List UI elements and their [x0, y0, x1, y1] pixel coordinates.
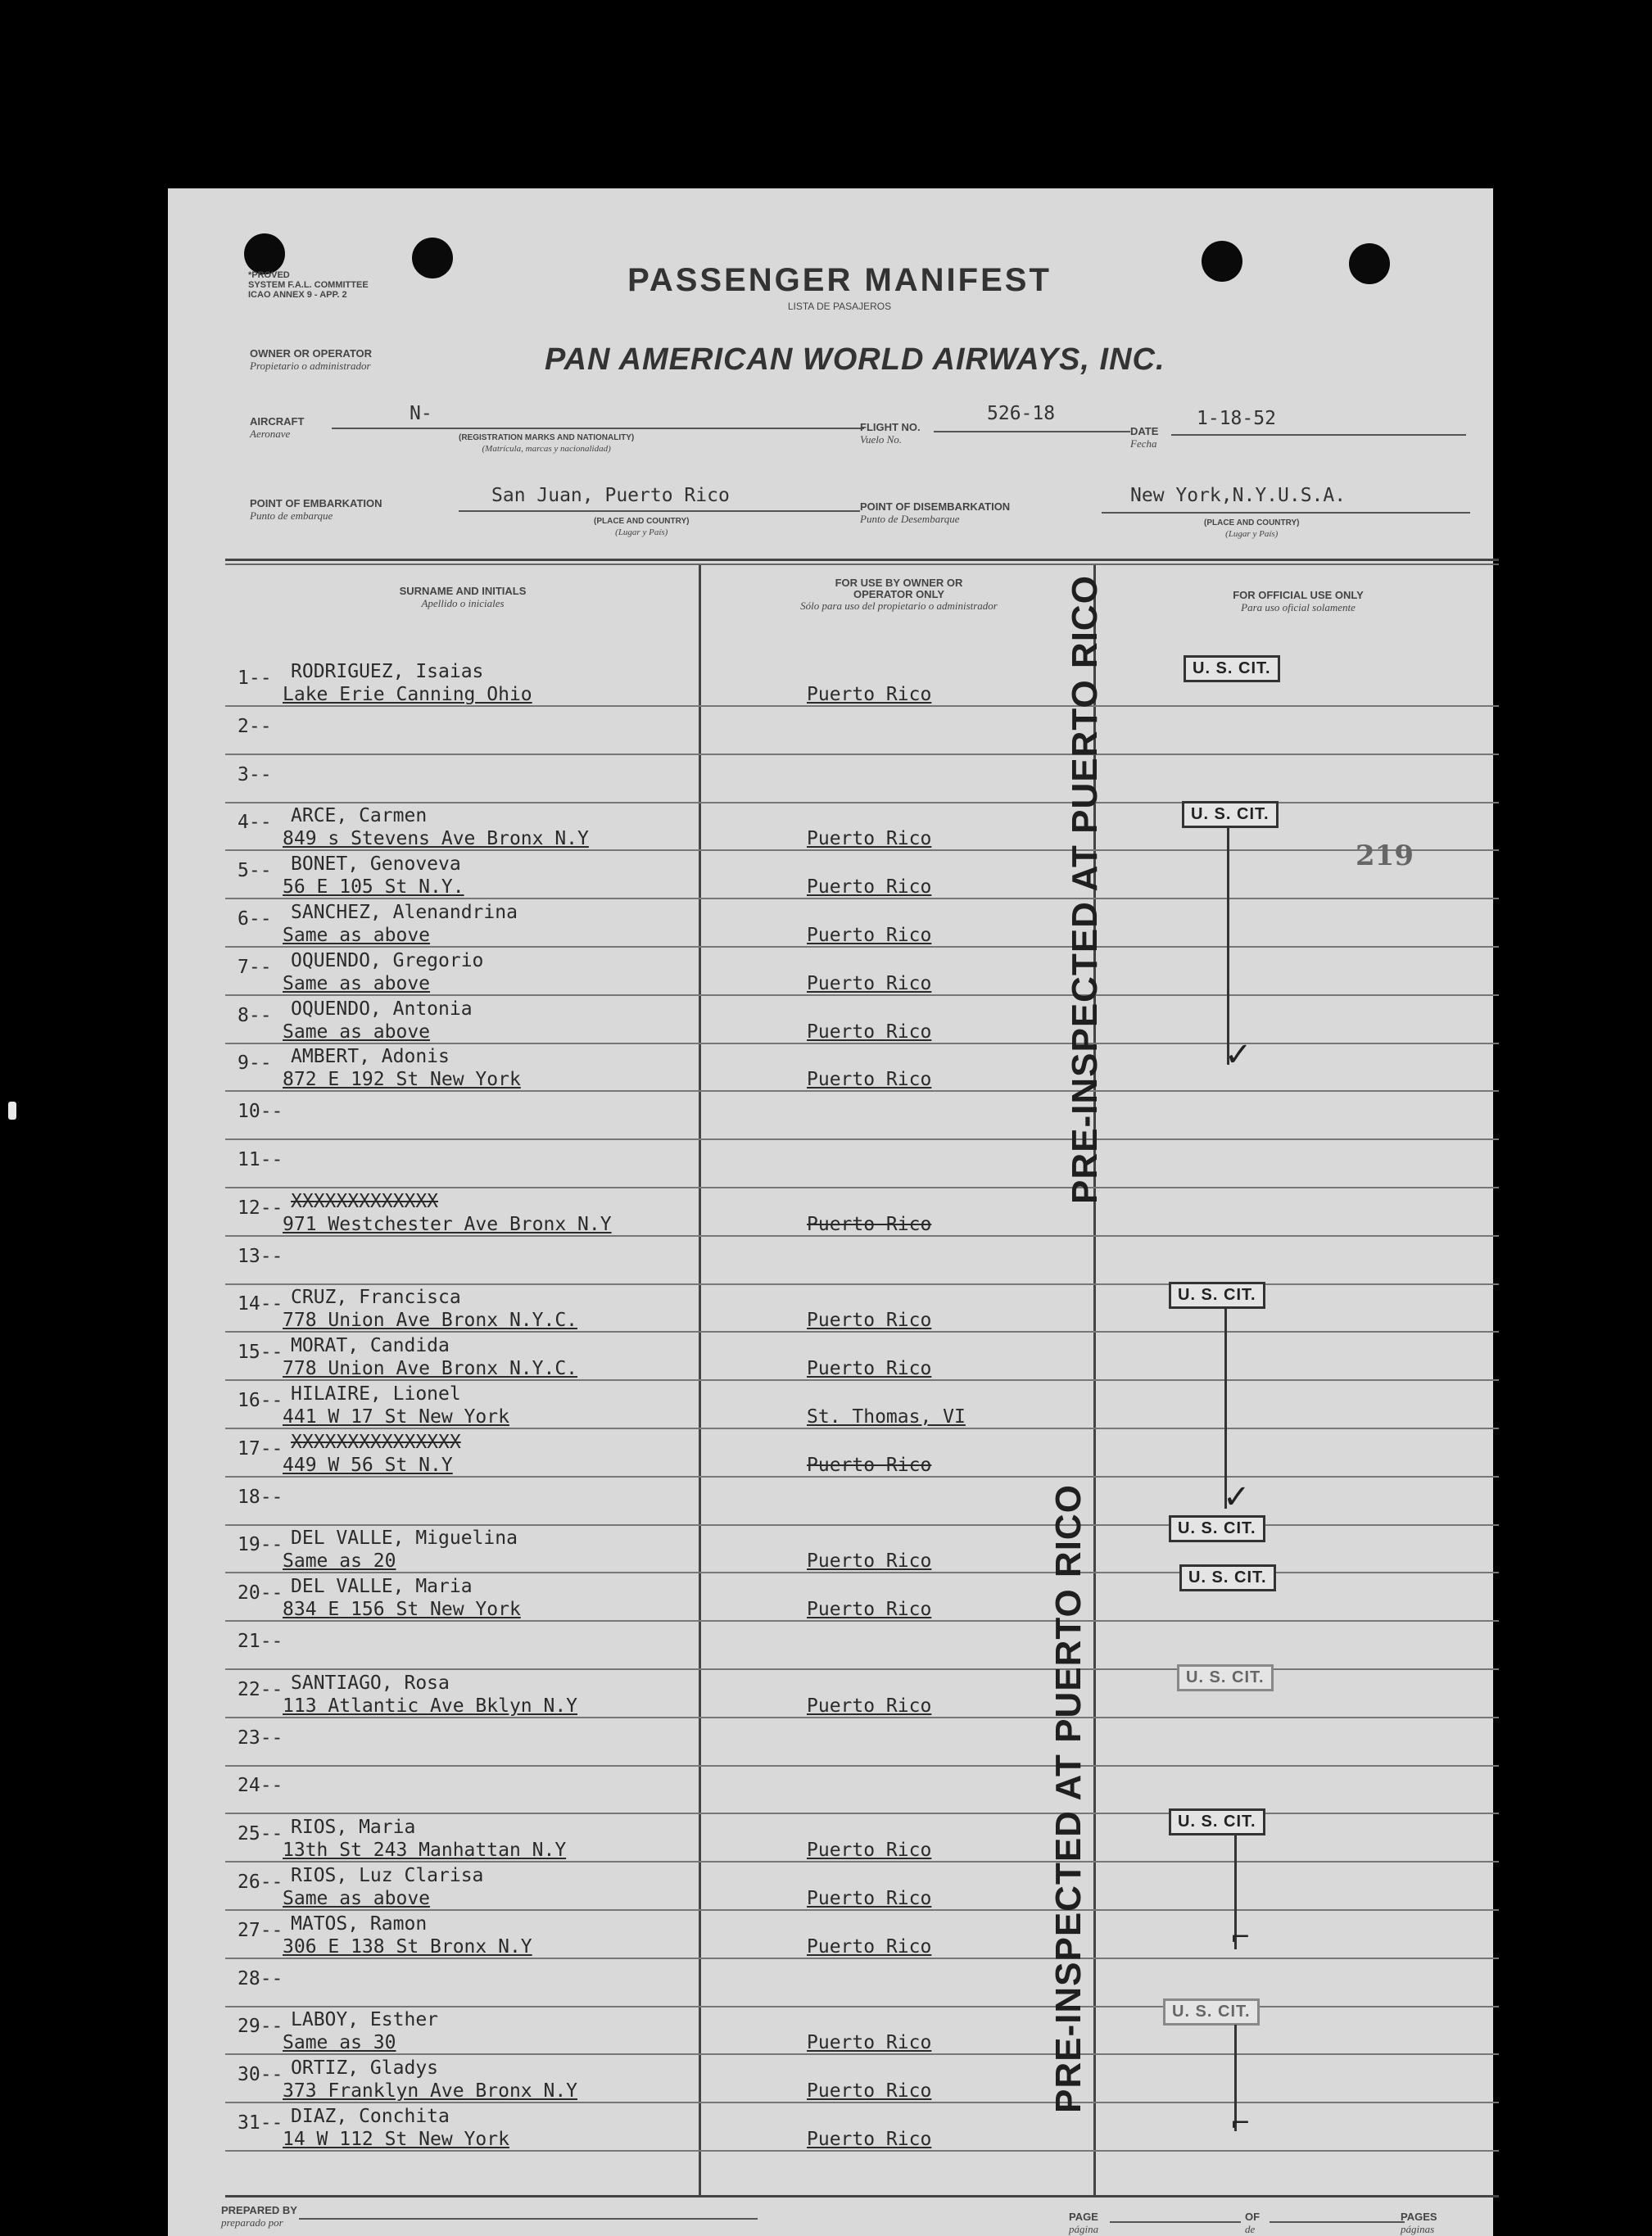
row-number: 11--: [238, 1149, 283, 1170]
row-rule: [225, 849, 1499, 851]
row-number: 26--: [238, 1872, 283, 1893]
row-rule: [225, 1283, 1499, 1285]
of-label-es: de: [1245, 2223, 1256, 2235]
row-rule: [225, 802, 1499, 803]
passenger-address: 778 Union Ave Bronx N.Y.C.: [283, 1310, 578, 1332]
owner-label-es: Propietario o administrador: [250, 360, 371, 372]
row-rule: [225, 1187, 1499, 1188]
owner-label: OWNER OR OPERATOR: [250, 347, 373, 360]
us-cit-stamp: U. S. CIT.: [1179, 1564, 1276, 1591]
row-rule: [225, 1043, 1499, 1044]
passenger-address: 834 E 156 St New York: [283, 1599, 521, 1621]
row-number: 4--: [238, 812, 272, 834]
approved-line: SYSTEM F.A.L. COMMITTEE: [248, 280, 369, 290]
row-number: 5--: [238, 860, 272, 882]
aircraft-label: AIRCRAFT: [250, 415, 305, 428]
passenger-name: SANTIAGO, Rosa: [291, 1672, 450, 1694]
page-label-block: [1069, 2211, 1098, 2236]
row-number: 12--: [238, 1197, 283, 1219]
row-rule: [225, 1717, 1499, 1718]
flight-label-block: [860, 422, 921, 446]
prepared-label: PREPARED BY: [221, 2204, 297, 2216]
date-label-block: [1130, 426, 1158, 450]
row-rule: [225, 1090, 1499, 1092]
row-rule: [225, 2150, 1499, 2152]
passenger-origin: Puerto Rico: [807, 828, 932, 850]
row-number: 6--: [238, 908, 272, 930]
row-rule: [225, 898, 1499, 899]
aircraft-label-block: [250, 416, 304, 441]
passenger-name: DEL VALLE, Miguelina: [291, 1528, 518, 1550]
row-number: 31--: [238, 2112, 283, 2134]
passenger-origin: Puerto Rico: [807, 1358, 932, 1380]
row-number: 19--: [238, 1534, 283, 1556]
passenger-origin: Puerto Rico: [807, 684, 932, 705]
passenger-origin: Puerto Rico: [807, 2080, 932, 2102]
passenger-name: AMBERT, Adonis: [291, 1046, 450, 1068]
passenger-origin: Puerto Rico: [807, 876, 932, 898]
row-rule: [225, 1572, 1499, 1573]
embark-label: POINT OF EMBARKATION: [250, 497, 382, 509]
row-number: 21--: [238, 1631, 283, 1652]
punch-hole: [1202, 241, 1242, 282]
row-number: 24--: [238, 1775, 283, 1797]
row-rule: [225, 1620, 1499, 1622]
col-header-surname: SURNAME AND INITIALS Apellido o iniciales: [399, 585, 527, 609]
row-rule: [225, 1958, 1499, 1959]
row-number: 1--: [238, 668, 272, 689]
passenger-address: 849 s Stevens Ave Bronx N.Y: [283, 828, 589, 850]
passenger-name: CRUZ, Francisca: [291, 1287, 461, 1309]
bracket-line: [1227, 827, 1229, 1065]
passenger-origin: Puerto Rico: [807, 1069, 932, 1091]
row-rule: [225, 1909, 1499, 1911]
passenger-name: XXXXXXXXXXXXXXX: [291, 1431, 461, 1453]
prepared-label-es: preparado por: [221, 2216, 283, 2229]
flight-value: 526-18: [987, 403, 1056, 424]
embark-place-note: (PLACE AND COUNTRY) (Lugar y País): [594, 517, 690, 537]
row-number: 13--: [238, 1245, 283, 1267]
owner-label-block: [250, 348, 372, 373]
passenger-address: 306 E 138 St Bronx N.Y: [283, 1935, 532, 1958]
passenger-name: OQUENDO, Gregorio: [291, 949, 484, 971]
us-cit-stamp: U. S. CIT.: [1163, 1998, 1260, 2026]
row-number: 8--: [238, 1004, 272, 1026]
passenger-origin: Puerto Rico: [807, 1888, 932, 1909]
flight-label-es: Vuelo No.: [860, 433, 903, 446]
embark-label-es: Punto de embarque: [250, 509, 333, 522]
passenger-origin: Puerto Rico: [807, 1021, 932, 1043]
approved-block: [248, 270, 369, 300]
passenger-name: LABOY, Esther: [291, 2009, 439, 2031]
disembark-place-note: (PLACE AND COUNTRY) (Lugar y País): [1204, 518, 1300, 539]
passenger-address: 872 E 192 St New York: [283, 1069, 521, 1091]
pages-label-es: páginas: [1401, 2223, 1435, 2235]
passenger-name: ORTIZ, Gladys: [291, 2057, 439, 2080]
embark-value: San Juan, Puerto Rico: [491, 485, 730, 506]
passenger-name: RIOS, Maria: [291, 1817, 416, 1839]
passenger-name: MATOS, Ramon: [291, 1912, 428, 1935]
row-number: 9--: [238, 1052, 272, 1075]
row-rule: [225, 1524, 1499, 1526]
us-cit-stamp: U. S. CIT.: [1177, 1664, 1274, 1691]
row-number: 2--: [238, 715, 272, 737]
disembark-value: New York,N.Y.U.S.A.: [1130, 485, 1346, 506]
passenger-name: DEL VALLE, Maria: [291, 1576, 473, 1598]
row-rule: [225, 2053, 1499, 2055]
passenger-origin: Puerto Rico: [807, 1599, 932, 1621]
row-rule: [225, 994, 1499, 996]
row-number: 20--: [238, 1582, 283, 1605]
passenger-origin: Puerto Rico: [807, 1213, 932, 1235]
passenger-address: 373 Franklyn Ave Bronx N.Y: [283, 2080, 578, 2102]
passenger-address: 778 Union Ave Bronx N.Y.C.: [283, 1358, 578, 1380]
row-rule: [225, 1379, 1499, 1381]
passenger-name: SANCHEZ, Alenandrina: [291, 902, 518, 923]
date-label: DATE: [1130, 425, 1159, 437]
flight-label: FLIGHT NO.: [860, 421, 921, 433]
passenger-address: 14 W 112 St New York: [283, 2129, 509, 2150]
col-header-official: FOR OFFICIAL USE ONLY Para uso oficial solamente: [1233, 589, 1364, 613]
page-number-stamp: 219: [1356, 840, 1414, 872]
row-rule: [225, 1765, 1499, 1767]
passenger-origin: Puerto Rico: [807, 925, 932, 946]
row-number: 10--: [238, 1101, 283, 1123]
punch-hole: [1349, 243, 1390, 284]
of-label-block: [1245, 2211, 1260, 2236]
row-rule: [225, 1813, 1499, 1814]
row-rule: [225, 946, 1499, 948]
us-cit-stamp: U. S. CIT.: [1182, 801, 1279, 828]
passenger-origin: Puerto Rico: [807, 1840, 932, 1862]
passenger-address: Same as 30: [283, 2032, 396, 2054]
page-label: PAGE: [1069, 2211, 1098, 2223]
passenger-name: BONET, Genoveva: [291, 853, 461, 876]
row-number: 22--: [238, 1678, 283, 1700]
passenger-address: Same as above: [283, 972, 431, 994]
passenger-address: 441 W 17 St New York: [283, 1406, 509, 1428]
row-rule: [225, 1235, 1499, 1237]
check-mark: ✓: [1223, 1478, 1251, 1516]
passenger-name: XXXXXXXXXXXXX: [291, 1190, 439, 1212]
passenger-origin: Puerto Rico: [807, 1550, 932, 1573]
row-number: 29--: [238, 2016, 283, 2038]
row-rule: [225, 2102, 1499, 2103]
passenger-address: Same as above: [283, 925, 431, 946]
date-label-es: Fecha: [1130, 437, 1157, 450]
aircraft-value: N-: [410, 403, 432, 424]
passenger-origin: Puerto Rico: [807, 972, 932, 994]
row-number: 15--: [238, 1342, 283, 1364]
passenger-address: Lake Erie Canning Ohio: [283, 684, 532, 705]
passenger-address: 113 Atlantic Ave Bklyn N.Y: [283, 1695, 578, 1717]
manifest-sheet: [168, 188, 1493, 2236]
punch-hole: [244, 233, 285, 274]
disembark-label-es: Punto de Desembarque: [860, 513, 960, 525]
registration-note: (REGISTRATION MARKS AND NATIONALITY) (Matrícula, marcas y nacionalidad): [459, 433, 635, 454]
approved-line: *PROVED: [248, 270, 290, 280]
passenger-name: ARCE, Carmen: [291, 805, 428, 827]
us-cit-stamp: U. S. CIT.: [1169, 1282, 1265, 1309]
row-number: 16--: [238, 1390, 283, 1411]
check-mark: ⌐: [1230, 1923, 1251, 1952]
row-rule: [225, 1861, 1499, 1863]
row-rule: [225, 1428, 1499, 1429]
row-number: 28--: [238, 1967, 283, 1989]
pages-label-block: [1401, 2211, 1437, 2236]
us-cit-stamp: U. S. CIT.: [1184, 655, 1280, 682]
row-number: 25--: [238, 1823, 283, 1845]
passenger-name: OQUENDO, Antonia: [291, 998, 473, 1020]
us-cit-stamp: U. S. CIT.: [1169, 1515, 1265, 1542]
punch-hole: [412, 238, 453, 278]
prepared-by-block: [221, 2205, 297, 2229]
preinspected-stamp: PRE-INSPECTED AT PUERTO RICO: [1048, 1484, 1089, 2113]
title-block: [627, 262, 1052, 312]
row-rule: [225, 1476, 1499, 1478]
passenger-name: RODRIGUEZ, Isaias: [291, 661, 484, 682]
col-header-owner: FOR USE BY OWNER OR OPERATOR ONLY Sólo para uso del propietario o administrador: [800, 577, 998, 612]
page-subtitle: LISTA DE PASAJEROS: [787, 301, 892, 312]
check-mark: ✓: [1224, 1036, 1252, 1074]
passenger-name: HILAIRE, Lionel: [291, 1383, 461, 1405]
passenger-origin: Puerto Rico: [807, 2032, 932, 2054]
row-rule: [225, 1331, 1499, 1333]
row-rule: [225, 2006, 1499, 2007]
passenger-origin: Puerto Rico: [807, 1454, 932, 1476]
margin-mark: [8, 1102, 16, 1120]
row-number: 18--: [238, 1486, 283, 1508]
owner-value: PAN AMERICAN WORLD AIRWAYS, INC.: [545, 342, 1165, 377]
row-number: 30--: [238, 2064, 283, 2086]
passenger-origin: Puerto Rico: [807, 1310, 932, 1332]
row-number: 14--: [238, 1293, 283, 1315]
disembark-label: POINT OF DISEMBARKATION: [860, 500, 1011, 513]
page-title: PASSENGER MANIFEST: [627, 262, 1052, 298]
of-label: OF: [1245, 2211, 1260, 2223]
passenger-origin: Puerto Rico: [807, 2129, 932, 2150]
passenger-address: Same as above: [283, 1888, 431, 1909]
passenger-address: Same as above: [283, 1021, 431, 1043]
embark-label-block: [250, 498, 382, 523]
row-number: 7--: [238, 956, 272, 978]
row-number: 17--: [238, 1437, 283, 1460]
approved-line: ICAO ANNEX 9 - APP. 2: [248, 290, 347, 300]
us-cit-stamp: U. S. CIT.: [1169, 1808, 1265, 1835]
aircraft-label-es: Aeronave: [250, 428, 291, 440]
passenger-address: 13th St 243 Manhattan N.Y: [283, 1840, 567, 1862]
row-number: 23--: [238, 1727, 283, 1749]
row-rule: [225, 705, 1499, 707]
passenger-name: MORAT, Candida: [291, 1335, 450, 1357]
row-rule: [225, 754, 1499, 755]
passenger-name: RIOS, Luz Clarisa: [291, 1865, 484, 1886]
date-value: 1-18-52: [1197, 408, 1276, 429]
preinspected-stamp: PRE-INSPECTED AT PUERTO RICO: [1065, 575, 1105, 1204]
page-label-es: página: [1069, 2223, 1099, 2235]
passenger-address: 56 E 105 St N.Y.: [283, 876, 464, 898]
passenger-origin: St. Thomas, VI: [807, 1406, 966, 1428]
passenger-name: DIAZ, Conchita: [291, 2106, 450, 2127]
passenger-address: 971 Westchester Ave Bronx N.Y: [283, 1213, 612, 1235]
pages-label: PAGES: [1401, 2211, 1437, 2223]
passenger-origin: Puerto Rico: [807, 1695, 932, 1717]
disembark-label-block: [860, 501, 1010, 526]
row-rule: [225, 1138, 1499, 1140]
passenger-address: Same as 20: [283, 1550, 396, 1573]
row-number: 27--: [238, 1919, 283, 1941]
passenger-origin: Puerto Rico: [807, 1935, 932, 1958]
check-mark: ⌐: [1230, 2109, 1251, 2138]
row-rule: [225, 1668, 1499, 1670]
row-number: 3--: [238, 763, 272, 785]
passenger-address: 449 W 56 St N.Y: [283, 1454, 453, 1476]
